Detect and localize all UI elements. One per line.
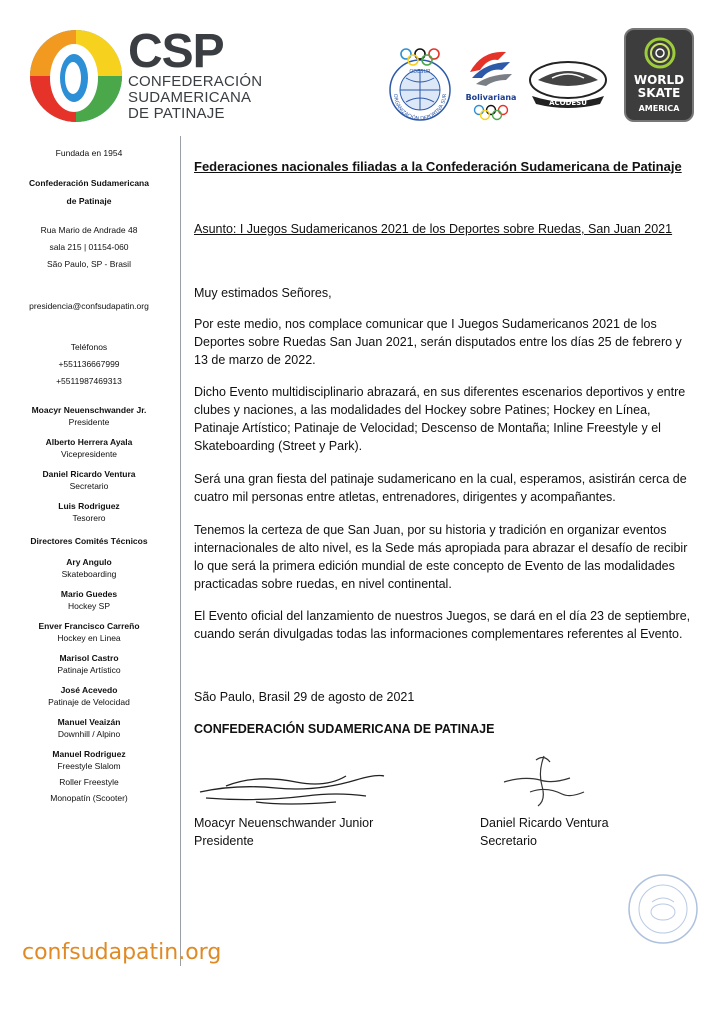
world-skate-swirl-icon — [643, 36, 677, 70]
acodesu-emblem-icon — [526, 58, 610, 108]
odesur-emblem-icon — [384, 44, 456, 124]
csp-seal-stamp-icon — [626, 872, 700, 946]
officer-role: Vicepresidente — [60, 449, 118, 459]
paragraph-1: Por este medio, nos complace comunicar que I Juegos Sudamericanos 2021 de los Deportes sobre Ruedas San Juan 2021, serán disputados entre los días 25 de febrero y 13 de marzo de 2022. — [194, 317, 682, 367]
sidebar-divider — [180, 136, 181, 966]
odesur-ring-text: ORGANIZACIÓN DEPORTIVA SUR — [391, 93, 449, 123]
sidebar-org-name-1: Confederación Sudamericana — [29, 178, 149, 188]
org-line-3: DE PATINAJE — [128, 105, 225, 122]
org-line-2: SUDAMERICANA — [128, 89, 252, 106]
signatory-name: Daniel Ricardo Ventura — [480, 816, 609, 830]
officer-entry — [0, 404, 178, 428]
paragraph-2: Dicho Evento multidisciplinario abrazará, en sus diferentes escenarios deportivos y entre clubes y naciones, a las modalidades del Hockey sobre Patines; Hockey en Línea, Patinaje Artístico; Patinaje de Velocidad; Descenso de Montaña; Inline Freestyle y el Skateboarding (Street y Park). — [194, 385, 686, 453]
csp-logo-icon — [28, 22, 124, 130]
director-name: Marisol Castro — [59, 653, 119, 663]
address-line-3: São Paulo, SP - Brasil — [47, 259, 131, 269]
paragraph-3: Será una gran fiesta del patinaje sudamericano en la cual, esperamos, asistirán cerca de cuatro mil personas entre atletas, entrenadores, dirigentes y acompañantes. — [194, 472, 687, 504]
csp-wordmark — [128, 25, 263, 122]
director-name: Manuel Rodriguez — [52, 749, 126, 759]
world-skate-america-logo — [624, 28, 694, 122]
sidebar — [0, 146, 178, 806]
director-role: Freestyle Slalom — [57, 761, 121, 771]
world-skate-line-3: AMERICA — [638, 104, 680, 113]
acodesu-label: ACODESU — [549, 99, 587, 107]
odesur-label: ODESUR — [409, 69, 431, 75]
officer-entry — [0, 436, 178, 460]
place-date: São Paulo, Brasil 29 de agosto de 2021 — [194, 690, 415, 704]
signatory-secretary — [480, 814, 609, 850]
director-name: Ary Angulo — [66, 557, 112, 567]
website-link[interactable]: confsudapatin.org — [22, 940, 222, 965]
director-name: José Acevedo — [60, 685, 118, 695]
world-skate-line-2: SKATE — [637, 86, 681, 100]
director-entry — [0, 652, 178, 676]
paragraph-5: El Evento oficial del lanzamiento de nuestros Juegos, se dará en el día 23 de septiembre, cuando serán divulgadas todas las informaciones complementares referentes al Evento. — [194, 609, 691, 641]
world-skate-line-1: WORLD — [633, 73, 685, 87]
president-signature-icon — [196, 762, 396, 810]
acodesu-logo — [526, 58, 610, 108]
director-extra-1: Roller Freestyle — [59, 777, 119, 787]
director-entry — [0, 716, 178, 740]
officer-role: Presidente — [68, 417, 110, 427]
paragraph-4: Tenemos la certeza de que San Juan, por su historia y tradición en organizar eventos internacionales de alto nivel, es la Sede más apropiada para abrazar el desafío de recibir lo que será la primera edición mundial de este concepto de Evento de las modalidades practicadas sobre ruedas, en nivel continental. — [194, 523, 688, 591]
sidebar-org-name-2: de Patinaje — [66, 196, 112, 206]
officer-name: Alberto Herrera Ayala — [45, 437, 133, 447]
bolivariana-emblem-icon — [462, 44, 520, 122]
phone-1: +551136667999 — [58, 359, 120, 369]
officer-entry — [0, 500, 178, 524]
officer-role: Tesorero — [72, 513, 106, 523]
director-extra-2: Monopatín (Scooter) — [50, 793, 128, 803]
director-entry — [0, 588, 178, 612]
director-role: Patinaje Artístico — [57, 665, 121, 675]
officer-name: Moacyr Neuenschwander Jr. — [31, 405, 147, 415]
director-role: Hockey en Linea — [57, 633, 121, 643]
greeting: Muy estimados Señores, — [194, 286, 332, 300]
director-role: Patinaje de Velocidad — [48, 697, 130, 707]
director-role: Downhill / Alpino — [57, 729, 121, 739]
bolivariana-label: Bolivariana — [465, 93, 517, 102]
directors-title: Directores Comités Técnicos — [30, 536, 148, 546]
bolivariana-logo — [462, 44, 520, 122]
address-line-2: sala 215 | 01154-060 — [49, 242, 129, 252]
officer-name: Daniel Ricardo Ventura — [42, 469, 136, 479]
phone-2: +5511987469313 — [56, 376, 122, 386]
director-name: Manuel Veaizán — [57, 717, 121, 727]
secretary-signature-icon — [500, 752, 590, 810]
director-entry — [0, 620, 178, 644]
signatory-president — [194, 814, 373, 850]
subject-line: Asunto: I Juegos Sudamericanos 2021 de los Deportes sobre Ruedas, San Juan 2021 — [194, 222, 673, 236]
director-entry — [0, 684, 178, 708]
org-line-1: CONFEDERACIÓN — [128, 73, 263, 90]
recipient-line: Federaciones nacionales filiadas a la Confederación Sudamericana de Patinaje — [194, 159, 682, 174]
director-name: Enver Francisco Carreño — [38, 621, 140, 631]
signatory-title: Presidente — [194, 834, 254, 848]
address-line-1: Rua Mario de Andrade 48 — [40, 225, 138, 235]
odesur-logo — [384, 44, 456, 124]
director-role: Hockey SP — [67, 601, 111, 611]
director-role: Skateboarding — [61, 569, 117, 579]
sidebar-email[interactable]: presidencia@confsudapatin.org — [29, 301, 149, 311]
phones-label: Teléfonos — [70, 342, 108, 352]
officer-name: Luis Rodriguez — [58, 501, 120, 511]
csp-acronym: CSP — [128, 25, 224, 78]
director-name: Mario Guedes — [60, 589, 118, 599]
signatory-name: Moacyr Neuenschwander Junior — [194, 816, 374, 830]
director-entry — [0, 748, 178, 772]
officer-role: Secretario — [69, 481, 109, 491]
director-entry — [0, 556, 178, 580]
org-caps: CONFEDERACIÓN SUDAMERICANA DE PATINAJE — [194, 722, 495, 736]
signatory-title: Secretario — [480, 834, 537, 848]
founded-text: Fundada en 1954 — [55, 148, 123, 158]
officer-entry — [0, 468, 178, 492]
